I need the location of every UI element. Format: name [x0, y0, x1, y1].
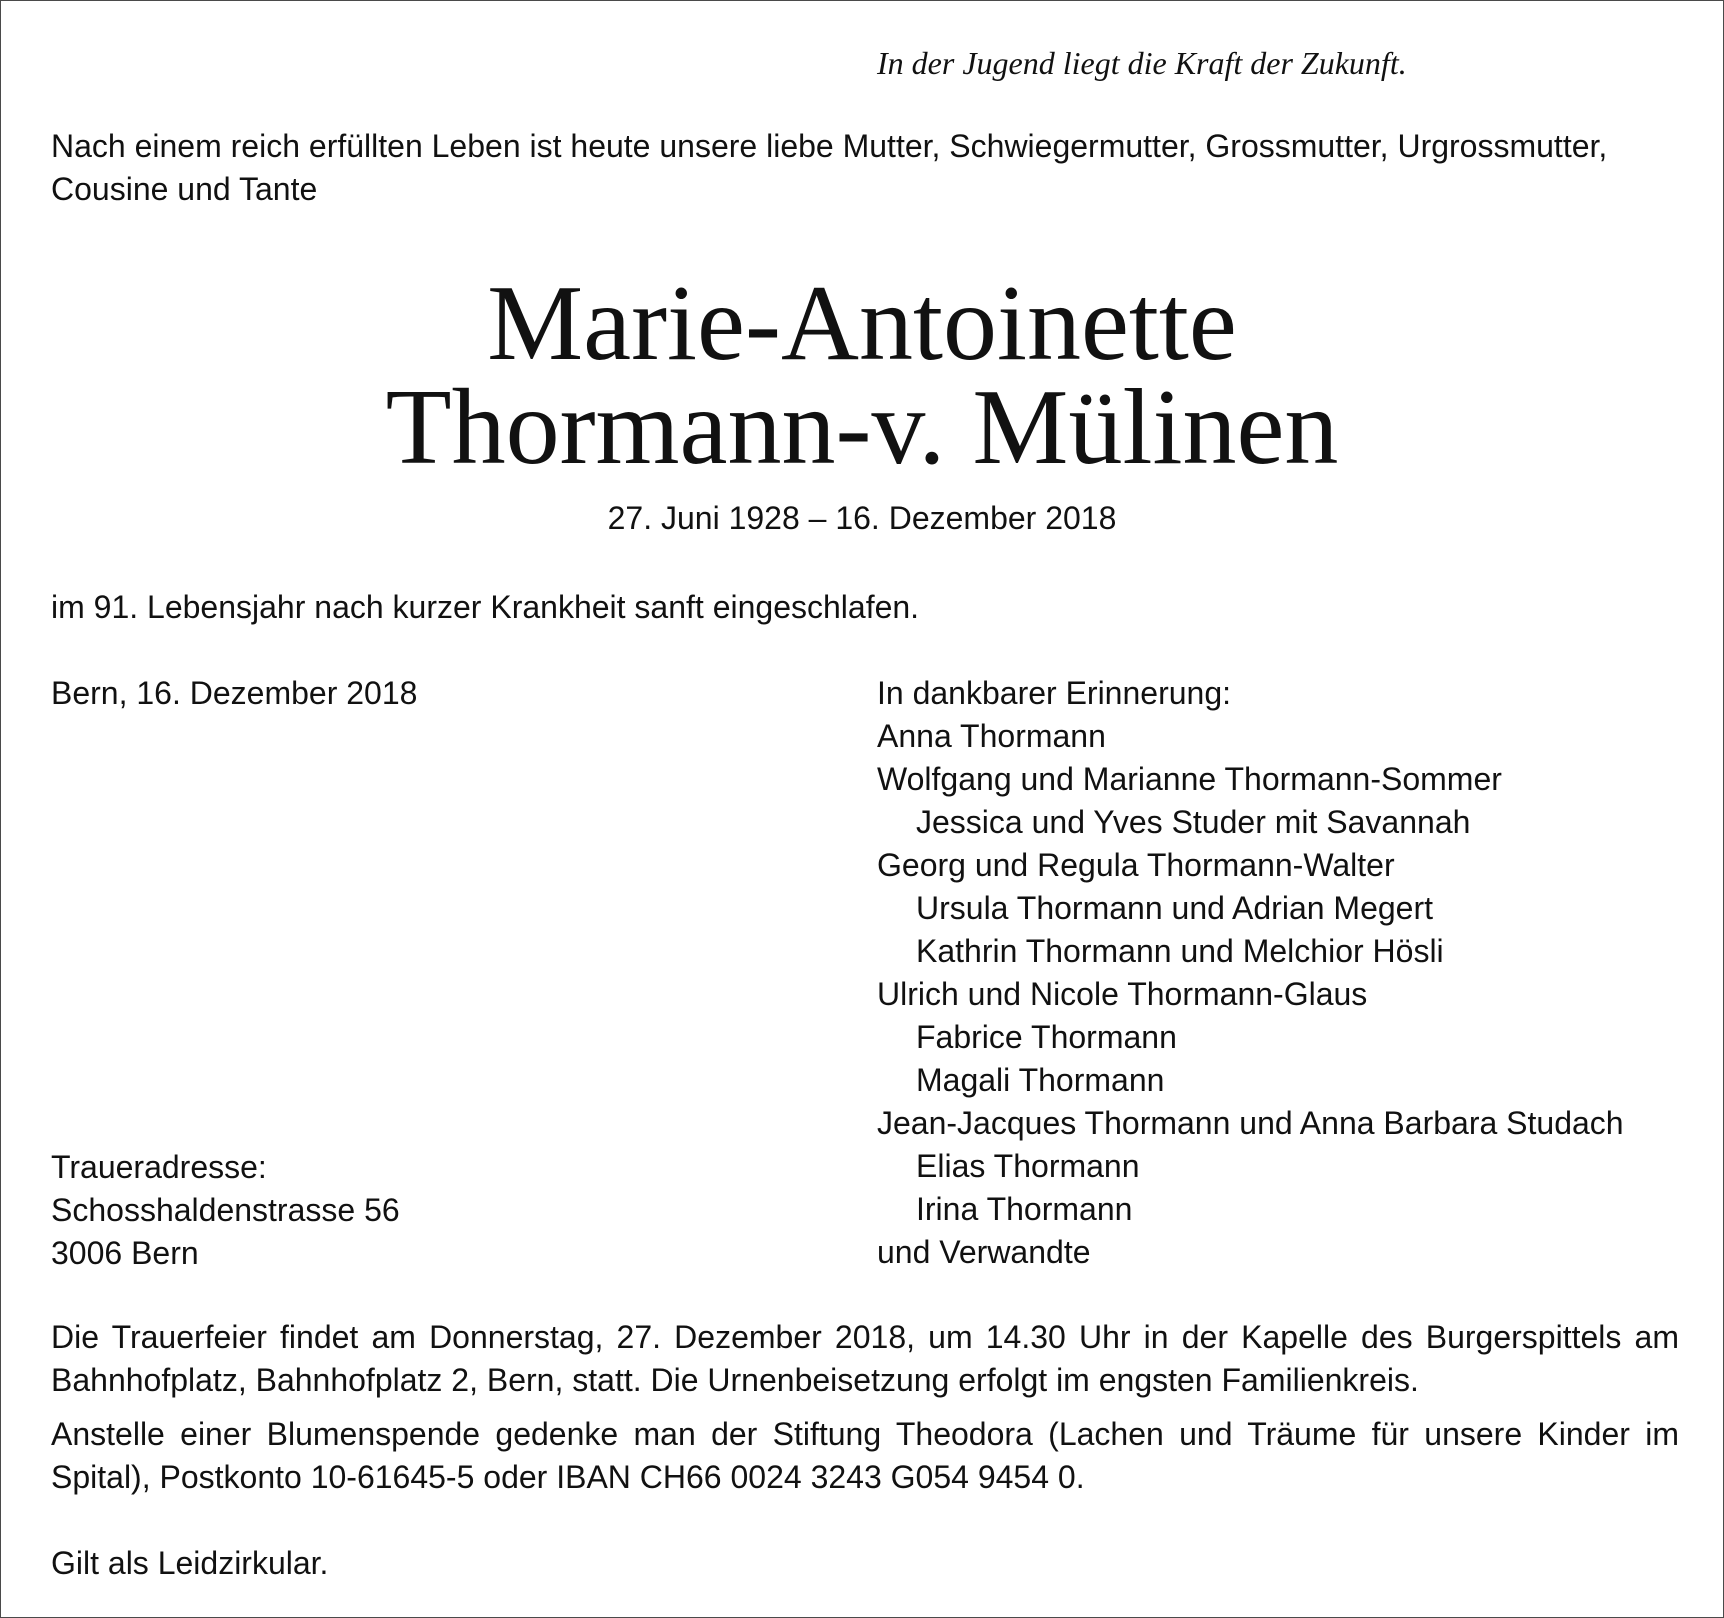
address-label: Traueradresse: [51, 1149, 267, 1185]
deceased-surname: Thormann-v. Mülinen [385, 368, 1339, 487]
family-member-child: Jessica und Yves Studer mit Savannah [916, 804, 1471, 840]
motto-quote: In der Jugend liegt die Kraft der Zukunft. [877, 45, 1407, 81]
family-member: Wolfgang und Marianne Thormann-Sommer [877, 761, 1502, 797]
family-member: Georg und Regula Thormann-Walter [877, 847, 1395, 883]
deceased-first-name: Marie-Antoinette [487, 264, 1237, 383]
family-member: Anna Thormann [877, 718, 1106, 754]
address-street: Schosshaldenstrasse 56 [51, 1192, 400, 1228]
family-relatives: und Verwandte [877, 1234, 1091, 1270]
family-member: Ulrich und Nicole Thormann-Glaus [877, 976, 1368, 1012]
family-member-child: Fabrice Thormann [916, 1019, 1177, 1055]
family-member-child: Irina Thormann [916, 1191, 1133, 1227]
ceremony-text: Die Trauerfeier findet am Donnerstag, 27. Dezember 2018, um 14.30 Uhr in der Kapelle des Burgerspittels am Bahnhofplatz, Bahnhofplatz 2, Bern, statt. Die Urnenbeisetzung erfolgt im engsten Familienkreis. [51, 1319, 1679, 1398]
place-date: Bern, 16. Dezember 2018 [51, 675, 418, 711]
family-member-child: Magali Thormann [916, 1062, 1165, 1098]
life-dates: 27. Juni 1928 – 16. Dezember 2018 [607, 500, 1117, 536]
address-city: 3006 Bern [51, 1235, 199, 1271]
family-list [877, 672, 1624, 1274]
family-member-child: Elias Thormann [916, 1148, 1140, 1184]
circular-note: Gilt als Leidzirkular. [51, 1545, 329, 1581]
family-member-child: Ursula Thormann und Adrian Megert [916, 890, 1434, 926]
family-member-child: Kathrin Thormann und Melchior Hösli [916, 933, 1444, 969]
mourning-address [51, 1146, 400, 1275]
family-member: Jean-Jacques Thormann und Anna Barbara Studach [877, 1105, 1624, 1141]
donation-text: Anstelle einer Blumenspende gedenke man der Stiftung Theodora (Lachen und Träume für unsere Kinder im Spital), Postkonto 10-61645-5 oder IBAN CH66 0024 3243 G054 9454 0. [51, 1416, 1679, 1495]
family-heading: In dankbarer Erinnerung: [877, 675, 1231, 711]
passing-text: im 91. Lebensjahr nach kurzer Krankheit sanft eingeschlafen. [51, 589, 920, 625]
intro-text: Nach einem reich erfüllten Leben ist heute unsere liebe Mutter, Schwiegermutter, Grossmutter, Urgrossmutter, Cousine und Tante [51, 128, 1608, 207]
